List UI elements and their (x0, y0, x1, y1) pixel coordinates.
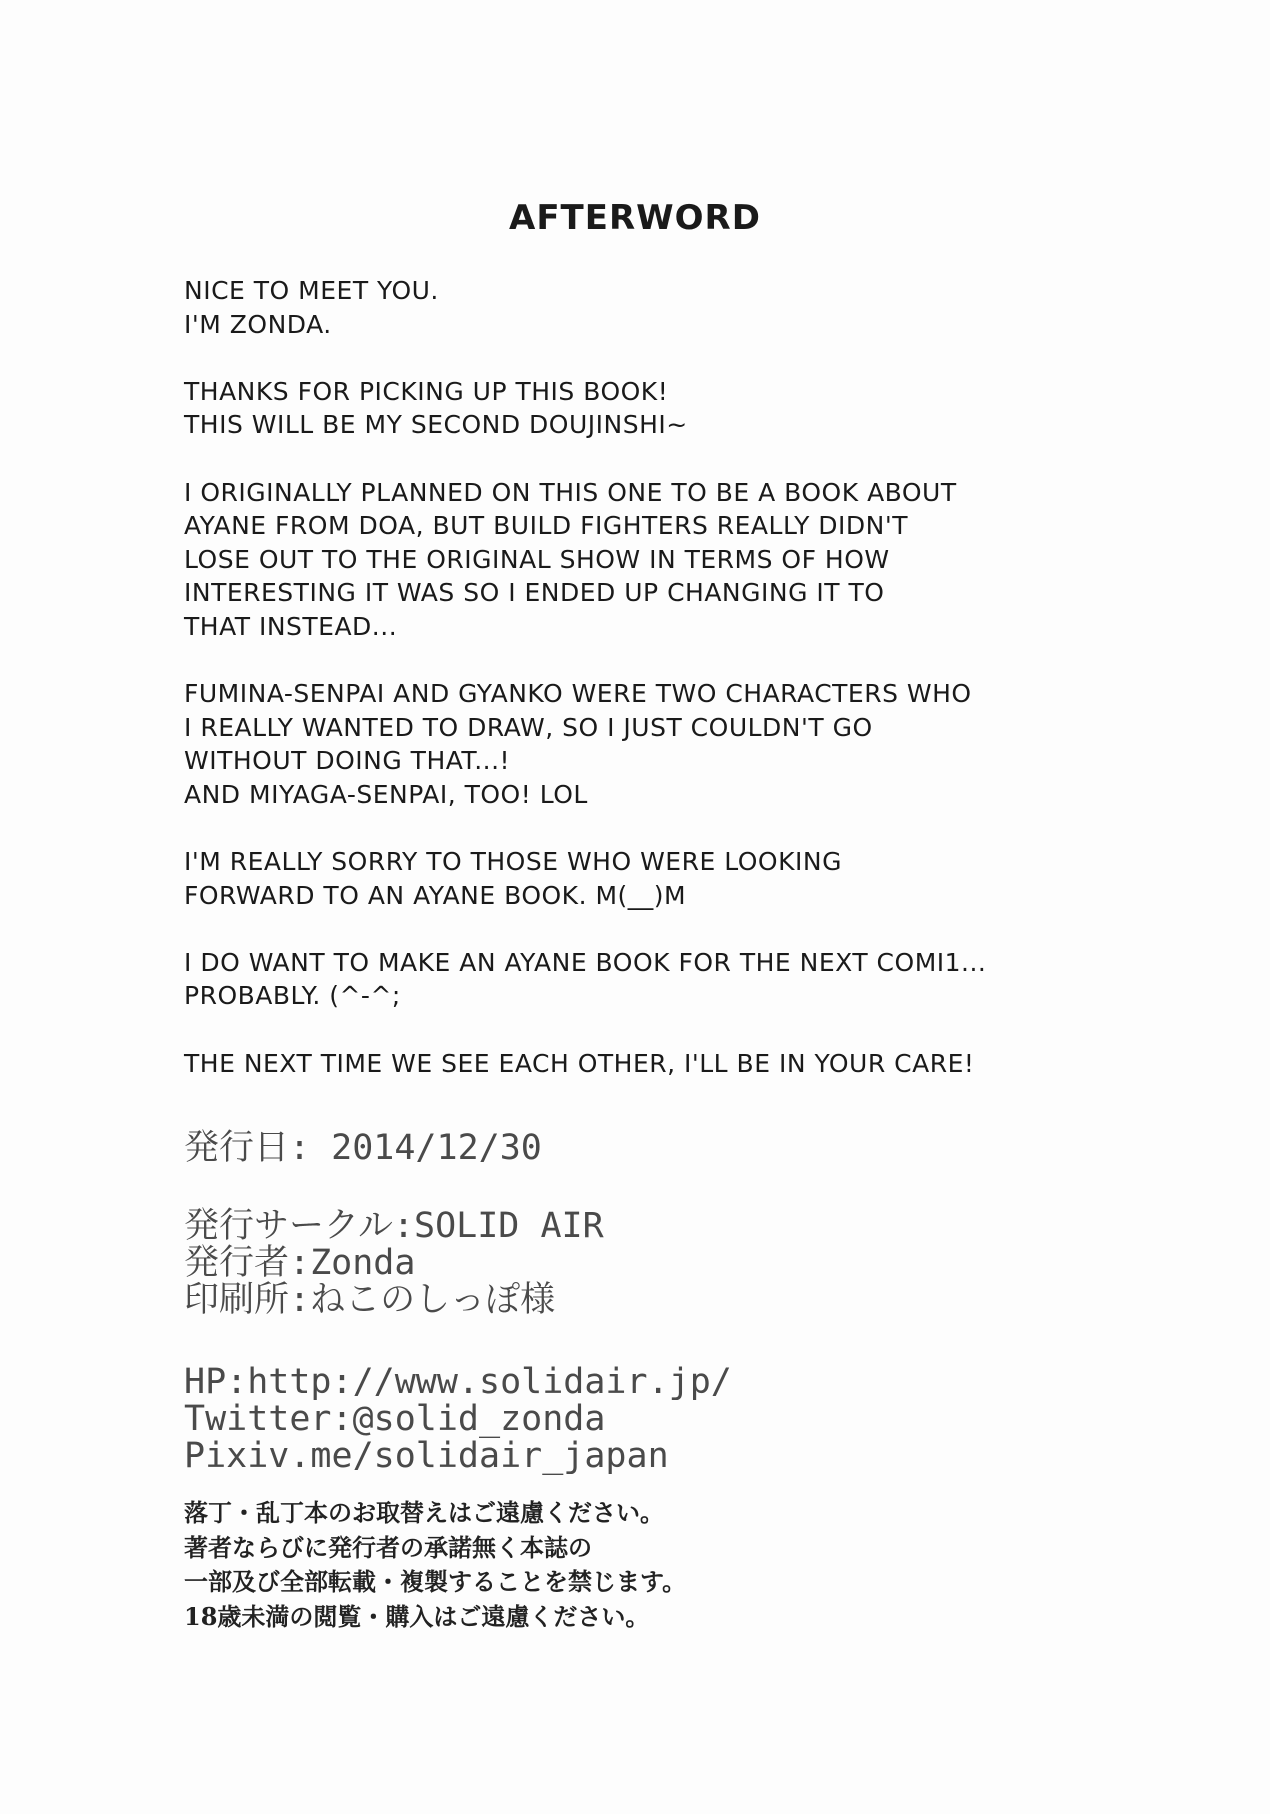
notice-line: 一部及び全部転載・複製することを禁じます。 (184, 1567, 687, 1596)
pixiv-link: Pixiv.me/solidair_japan (184, 1436, 669, 1476)
text-line: AYANE FROM DOA, BUT BUILD FIGHTERS REALLY DIDN'T (184, 511, 908, 541)
issue-date: 発行日: 2014/12/30 (184, 1128, 542, 1168)
notice-line: 著者ならびに発行者の承諾無く本誌の (184, 1532, 592, 1562)
paragraph (184, 476, 1184, 644)
publication-info (184, 1208, 604, 1319)
notice-line: 18歳未満の閲覧・購入はご遠慮ください。 (184, 1601, 650, 1631)
printer-name: 印刷所:ねこのしっぽ様 (184, 1280, 556, 1320)
text-line: THE NEXT TIME WE SEE EACH OTHER, I'LL BE IN YOUR CARE! (184, 1048, 975, 1078)
text-line: FORWARD TO AN AYANE BOOK. M(__)M (184, 880, 687, 910)
web-links (184, 1364, 732, 1475)
paragraph (184, 677, 1184, 811)
notice-line: 落丁・乱丁本のお取替えはご遠慮ください。 (184, 1498, 664, 1527)
text-line: AND MIYAGA-SENPAI, TOO! LOL (184, 779, 588, 809)
homepage-link: HP:http://www.solidair.jp/ (184, 1362, 732, 1402)
text-line: I DO WANT TO MAKE AN AYANE BOOK FOR THE NEXT COMI1... (184, 947, 987, 977)
text-line: I ORIGINALLY PLANNED ON THIS ONE TO BE A BOOK ABOUT (184, 477, 957, 507)
paragraph (184, 375, 1184, 442)
text-line: LOSE OUT TO THE ORIGINAL SHOW IN TERMS OF HOW (184, 544, 890, 574)
page-title: AFTERWORD (509, 198, 761, 238)
text-line: I'M REALLY SORRY TO THOSE WHO WERE LOOKING (184, 847, 842, 877)
afterword-body (184, 274, 1184, 1114)
paragraph (184, 946, 1184, 1013)
text-line: FUMINA-SENPAI AND GYANKO WERE TWO CHARACTERS WHO (184, 679, 972, 709)
paragraph (184, 845, 1184, 912)
text-line: THAT INSTEAD... (184, 611, 398, 641)
text-line: INTERESTING IT WAS SO I ENDED UP CHANGING IT TO (184, 578, 885, 608)
text-line: THANKS FOR PICKING UP THIS BOOK! (184, 376, 669, 406)
paragraph (184, 1047, 1184, 1081)
publisher-name: 発行者:Zonda (184, 1243, 416, 1283)
twitter-handle: Twitter:@solid_zonda (184, 1399, 606, 1439)
paragraph (184, 274, 1184, 341)
legal-notices (184, 1496, 686, 1634)
text-line: I REALLY WANTED TO DRAW, SO I JUST COULDN'T GO (184, 712, 873, 742)
text-line: NICE TO MEET YOU. (184, 276, 439, 305)
text-line: WITHOUT DOING THAT...! (184, 746, 511, 776)
text-line: I'M ZONDA. (184, 309, 332, 339)
circle-name: 発行サークル:SOLID AIR (184, 1206, 604, 1246)
text-line: PROBABLY. (^-^; (184, 981, 401, 1011)
text-line: THIS WILL BE MY SECOND DOUJINSHI~ (184, 410, 688, 440)
